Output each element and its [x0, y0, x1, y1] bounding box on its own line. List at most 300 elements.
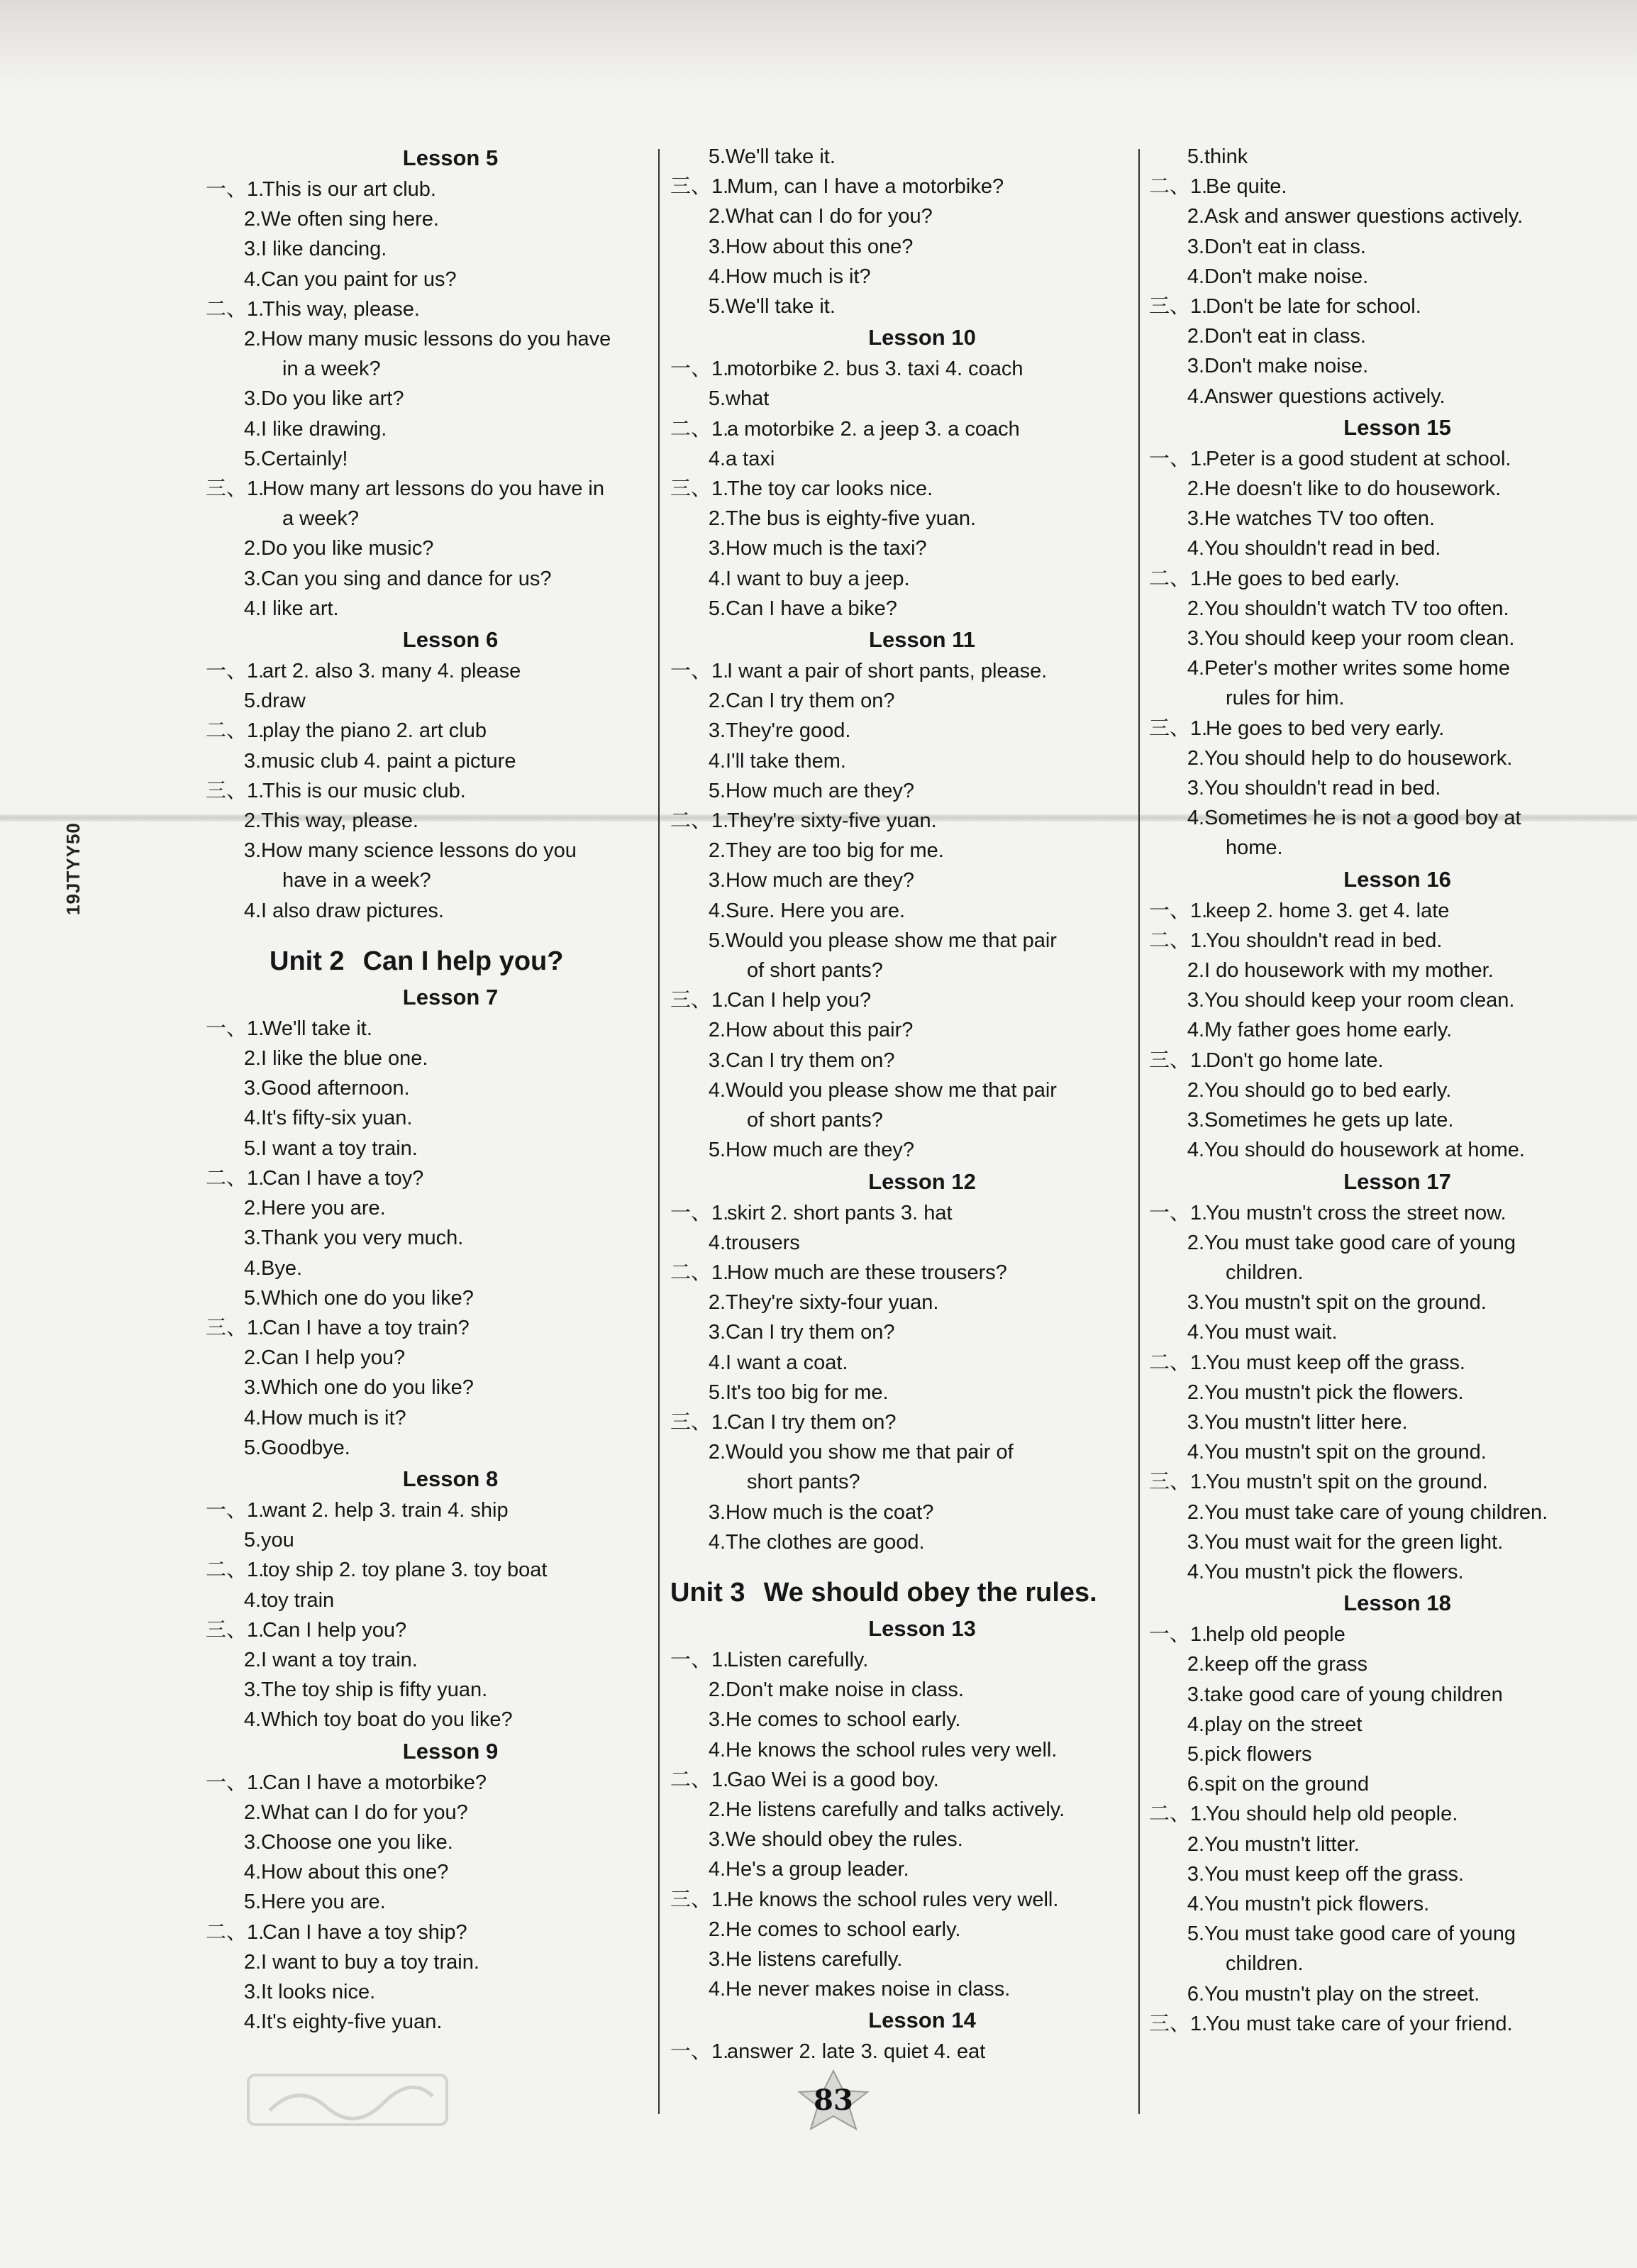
answer-text: Choose one you like.: [261, 1830, 453, 1854]
answer-item: [1149, 773, 1603, 803]
answer-text: It's eighty-five yuan.: [261, 2010, 443, 2034]
section-first-answer: [206, 776, 653, 806]
answer-text: in a week?: [282, 358, 381, 381]
section-first-answer: [670, 1198, 1131, 1228]
answer-number: 3.: [243, 567, 261, 590]
unit-title: Can I help you?: [362, 946, 564, 976]
answer-text: Mum, can I have a motorbike?: [727, 175, 1004, 199]
answer-text: Sometimes he is not a good boy at: [1204, 807, 1521, 830]
section-first-answer: [206, 1313, 653, 1343]
answer-text: I want a toy train.: [261, 1136, 418, 1160]
answer-item: [1149, 1889, 1603, 1919]
answer-number: 二、1.: [1149, 1351, 1208, 1374]
answer-text: You must take care of your friend.: [1206, 2012, 1513, 2035]
answer-number: 3.: [1187, 507, 1204, 531]
answer-text: Can I have a motorbike?: [262, 1771, 487, 1794]
answer-item: [206, 1857, 653, 1887]
answer-item: [206, 1977, 653, 2007]
answer-text: How much is it?: [261, 1406, 406, 1429]
answer-text: They're sixty-four yuan.: [726, 1291, 939, 1315]
answer-text: skirt 2. short pants 3. hat: [727, 1201, 953, 1224]
answer-column-2: [670, 142, 1131, 2115]
answer-text: This way, please.: [262, 297, 420, 321]
answer-text: Can I help you?: [261, 1346, 406, 1370]
answer-item: [206, 1073, 653, 1103]
answer-item: [670, 1075, 1131, 1105]
answer-number: 2.: [1187, 746, 1204, 770]
answer-item: [206, 1193, 653, 1223]
answer-text: It's too big for me.: [726, 1381, 889, 1404]
answer-item: [670, 776, 1131, 806]
answer-text: He doesn't like to do housework.: [1204, 477, 1502, 501]
answer-text: You must take good care of young: [1204, 1231, 1516, 1254]
lesson-heading: Lesson 9: [402, 1738, 499, 1764]
answer-number: 5.: [1187, 1923, 1204, 1946]
answer-item: [1149, 1317, 1603, 1347]
lesson-heading: Lesson 7: [402, 984, 499, 1009]
answer-number: 5.: [243, 1891, 261, 1914]
answer-number: 2.: [243, 208, 261, 231]
watermark-stamp: [234, 2068, 461, 2132]
answer-item: [206, 324, 653, 354]
answer-text: You mustn't spit on the ground.: [1206, 1471, 1488, 1494]
answer-text: You should help to do housework.: [1204, 746, 1513, 770]
answer-text: It's fifty-six yuan.: [261, 1107, 413, 1130]
answer-item: [1149, 1979, 1603, 2009]
scan-top-shadow: [0, 0, 1637, 85]
answer-number: 3.: [1187, 777, 1204, 800]
answer-number: 三、1.: [1149, 717, 1208, 740]
answer-continuation: [206, 865, 653, 895]
answer-number: 三、1.: [1149, 1471, 1208, 1494]
answer-number: 3.: [708, 719, 726, 743]
answer-text: The toy ship is fifty yuan.: [261, 1678, 488, 1702]
answer-text: You mustn't litter.: [1204, 1832, 1360, 1856]
answer-text: You must wait.: [1204, 1321, 1338, 1344]
section-first-answer: [206, 1555, 653, 1585]
answer-number: 3.: [243, 387, 261, 411]
side-code: 19JTYY50: [62, 822, 84, 915]
answer-text: He knows the school rules very well.: [726, 1738, 1058, 1761]
answer-item: [670, 686, 1131, 716]
answer-number: 3.: [243, 1678, 261, 1702]
answer-text: How many art lessons do you have in: [262, 477, 604, 501]
answer-number: 二、1.: [206, 719, 265, 743]
answer-number: 一、1.: [1149, 1201, 1208, 1224]
answer-text: a week?: [282, 507, 360, 531]
answer-item: [670, 384, 1131, 414]
lesson-heading: Lesson 17: [1343, 1168, 1451, 1194]
answer-item: [670, 716, 1131, 746]
answer-item: [206, 1525, 653, 1555]
answer-text: Be quite.: [1206, 175, 1287, 199]
answer-text: I like the blue one.: [261, 1047, 428, 1071]
answer-number: 4.: [243, 1256, 261, 1280]
answer-item: [670, 926, 1131, 956]
answer-text: I like art.: [261, 597, 339, 620]
answer-number: 3.: [243, 839, 261, 863]
answer-item: [206, 1223, 653, 1253]
answer-number: 一、1.: [670, 1201, 729, 1224]
answer-text: We'll take it.: [726, 295, 836, 319]
answer-number: 3.: [1187, 235, 1204, 258]
answer-number: 2.: [243, 537, 261, 560]
answer-item: [670, 1288, 1131, 1317]
answer-number: 3.: [243, 1227, 261, 1250]
section-first-answer: [1149, 714, 1603, 743]
answer-number: 3.: [708, 1321, 726, 1344]
section-first-answer: [670, 1885, 1131, 1915]
answer-text: It looks nice.: [261, 1980, 376, 2003]
answer-item: [1149, 1739, 1603, 1769]
answer-item: [206, 204, 653, 234]
unit-number: Unit 3: [670, 1577, 745, 1608]
section-first-answer: [1149, 2009, 1603, 2039]
answer-number: 3.: [708, 1947, 726, 1971]
answer-text: Good afternoon.: [261, 1077, 410, 1100]
answer-number: 3.: [1187, 1683, 1204, 1706]
answer-number: 2.: [1187, 1381, 1204, 1404]
answer-text: spit on the ground: [1204, 1773, 1370, 1796]
answer-number: 6.: [1187, 1982, 1204, 2006]
answer-number: 三、1.: [206, 477, 265, 501]
answer-text: Don't go home late.: [1206, 1049, 1384, 1072]
section-first-answer: [1149, 444, 1603, 474]
answer-text: I'll take them.: [726, 749, 846, 773]
answer-number: 4.: [708, 1978, 726, 2001]
section-first-answer: [206, 1918, 653, 1947]
answer-number: 三、1.: [670, 1410, 729, 1434]
answer-text: Sometimes he gets up late.: [1204, 1109, 1454, 1132]
section-first-answer: [1149, 1046, 1603, 1075]
answer-item: [1149, 1015, 1603, 1045]
answer-number: 3.: [708, 1828, 726, 1852]
answer-number: 3.: [1187, 1109, 1204, 1132]
answer-number: 4.: [243, 2010, 261, 2034]
answer-text: How many music lessons do you have: [261, 328, 611, 351]
answer-text: Certainly!: [261, 447, 348, 470]
answer-number: 4.: [1187, 807, 1204, 830]
answer-text: take good care of young children: [1204, 1683, 1503, 1706]
answer-text: He comes to school early.: [726, 1708, 961, 1732]
answer-text: He goes to bed very early.: [1206, 717, 1445, 740]
answer-number: 3.: [1187, 1530, 1204, 1554]
answer-number: 4.: [243, 267, 261, 291]
answer-text: He never makes noise in class.: [726, 1978, 1011, 2001]
answer-text: Would you please show me that pair: [726, 1078, 1057, 1102]
answer-column-1: [206, 142, 653, 2115]
section-first-answer: [670, 474, 1131, 504]
section-first-answer: [1149, 896, 1603, 926]
answer-text: How much is the taxi?: [726, 537, 927, 560]
answer-number: 4.: [243, 1588, 261, 1612]
answer-item: [670, 1378, 1131, 1407]
answer-text: Which one do you like?: [261, 1376, 474, 1400]
answer-item: [1149, 1769, 1603, 1799]
answer-text: How much is the coat?: [726, 1500, 934, 1524]
answer-number: 5.: [1187, 145, 1204, 168]
section-first-answer: [206, 656, 653, 686]
answer-number: 4.: [243, 1861, 261, 1884]
answer-text: Listen carefully.: [727, 1648, 869, 1671]
answer-number: 三、1.: [206, 1316, 265, 1339]
answer-item: [206, 265, 653, 294]
answer-text: You should keep your room clean.: [1204, 989, 1515, 1012]
answer-item: [1149, 1105, 1603, 1135]
answer-item: [206, 1134, 653, 1163]
answer-text: Don't make noise.: [1204, 265, 1369, 288]
unit-heading: [206, 941, 653, 981]
answer-text: motorbike 2. bus 3. taxi 4. coach: [727, 358, 1023, 381]
answer-text: trousers: [726, 1231, 800, 1254]
answer-number: 4.: [243, 1406, 261, 1429]
answer-text: Can I help you?: [727, 989, 872, 1012]
answer-text: We'll take it.: [726, 145, 836, 168]
answer-text: We should obey the rules.: [726, 1828, 963, 1852]
answer-text: The toy car looks nice.: [727, 477, 933, 501]
answer-item: [670, 533, 1131, 563]
answer-continuation: [1149, 833, 1603, 863]
answer-number: 4.: [708, 265, 726, 288]
answer-number: 二、1.: [670, 1261, 729, 1284]
answer-text: You must keep off the grass.: [1206, 1351, 1465, 1374]
answer-item: [670, 1348, 1131, 1378]
answer-number: 3.: [1187, 1862, 1204, 1886]
answer-number: 2.: [708, 1918, 726, 1941]
answer-text: play on the street: [1204, 1713, 1363, 1736]
answer-number: 3.: [708, 869, 726, 892]
answer-number: 5.: [708, 295, 726, 319]
answer-text: I want a toy train.: [261, 1648, 418, 1671]
answer-number: 2.: [243, 1648, 261, 1671]
answer-number: 一、1.: [670, 1648, 729, 1671]
section-first-answer: [670, 414, 1131, 444]
answer-item: [206, 1254, 653, 1283]
answer-text: help old people: [1206, 1623, 1345, 1647]
answer-item: [670, 1046, 1131, 1075]
answer-number: 4.: [708, 1231, 726, 1254]
answer-item: [206, 1343, 653, 1373]
answer-item: [670, 1945, 1131, 1974]
answer-text: You should keep your room clean.: [1204, 627, 1515, 651]
answer-number: 5.: [243, 1136, 261, 1160]
column-divider: [1138, 149, 1140, 2114]
answer-number: 4.: [1187, 1321, 1204, 1344]
answer-item: [1149, 382, 1603, 411]
answer-item: [206, 1798, 653, 1827]
answer-text: draw: [261, 690, 306, 713]
answer-number: 3.: [243, 1077, 261, 1100]
answer-number: 4.: [708, 567, 726, 590]
answer-number: 2.: [243, 1047, 261, 1071]
answer-text: How about this one?: [726, 235, 914, 258]
answer-number: 2.: [708, 205, 726, 228]
answer-text: Do you like art?: [261, 387, 404, 411]
answer-number: 二、1.: [1149, 175, 1208, 199]
answer-number: 4.: [1187, 657, 1204, 680]
answer-text: You mustn't pick flowers.: [1204, 1892, 1430, 1915]
answer-item: [670, 865, 1131, 895]
answer-item: [670, 142, 1131, 172]
answer-item: [1149, 201, 1603, 231]
answer-number: 二、1.: [206, 297, 265, 321]
answer-text: Can I try them on?: [726, 1049, 895, 1072]
answer-number: 4.: [708, 447, 726, 470]
answer-number: 一、1.: [670, 660, 729, 683]
answer-item: [1149, 1919, 1603, 1949]
answer-item: [1149, 1649, 1603, 1679]
lesson-heading: Lesson 6: [402, 627, 499, 653]
answer-number: 2.: [708, 1291, 726, 1315]
section-first-answer: [670, 656, 1131, 686]
section-first-answer: [1149, 292, 1603, 321]
answer-continuation: [1149, 1949, 1603, 1979]
section-first-answer: [670, 2037, 1131, 2067]
answer-item: [206, 1887, 653, 1917]
answer-text: of short pants?: [747, 1109, 883, 1132]
section-first-answer: [1149, 172, 1603, 201]
answer-item: [1149, 1378, 1603, 1407]
lesson-heading: Lesson 11: [869, 627, 975, 653]
answer-number: 4.: [1187, 1139, 1204, 1162]
answer-number: 3.: [243, 1830, 261, 1854]
answer-item: [670, 1527, 1131, 1557]
answer-item: [670, 564, 1131, 594]
unit-number: Unit 2: [270, 946, 345, 976]
answer-item: [1149, 594, 1603, 624]
answer-item: [1149, 956, 1603, 985]
section-first-answer: [206, 1615, 653, 1645]
answer-text: have in a week?: [282, 869, 431, 892]
answer-item: [1149, 624, 1603, 653]
answer-number: 4.: [243, 1708, 261, 1732]
answer-item: [206, 1103, 653, 1133]
answer-number: 4.: [708, 899, 726, 922]
answer-number: 2.: [1187, 477, 1204, 501]
answer-text: Would you show me that pair of: [726, 1441, 1014, 1464]
answer-continuation: [1149, 1258, 1603, 1288]
answer-item: [670, 1854, 1131, 1884]
answer-number: 4.: [1187, 1441, 1204, 1464]
answer-number: 4.: [708, 1078, 726, 1102]
answer-text: You mustn't litter here.: [1204, 1410, 1408, 1434]
answer-text: Do you like music?: [261, 537, 434, 560]
answer-number: 2.: [708, 1019, 726, 1042]
answer-item: [1149, 653, 1603, 683]
answer-text: pick flowers: [1204, 1742, 1312, 1766]
answer-number: 5.: [243, 447, 261, 470]
answer-text: How much are these trousers?: [727, 1261, 1007, 1284]
answer-item: [1149, 321, 1603, 351]
answer-text: Don't be late for school.: [1206, 295, 1421, 319]
answer-item: [206, 533, 653, 563]
answer-text: children.: [1226, 1952, 1304, 1976]
answer-item: [1149, 1437, 1603, 1467]
answer-text: The clothes are good.: [726, 1530, 925, 1554]
answer-number: 一、1.: [1149, 447, 1208, 470]
answer-item: [670, 1675, 1131, 1705]
answer-item: [1149, 1228, 1603, 1258]
answer-number: 4.: [243, 417, 261, 441]
answer-text: How much are they?: [726, 779, 914, 802]
answer-item: [206, 1827, 653, 1857]
answer-number: 三、1.: [206, 1618, 265, 1642]
answer-continuation: [206, 354, 653, 384]
answer-number: 二、1.: [206, 1559, 265, 1582]
answer-text: What can I do for you?: [726, 205, 933, 228]
answer-number: 5.: [708, 597, 726, 620]
answer-text: Can I try them on?: [726, 690, 895, 713]
answer-number: 4.: [1187, 1713, 1204, 1736]
answer-item: [206, 2007, 653, 2037]
answer-number: 2.: [1187, 959, 1204, 983]
answer-number: 4.: [1187, 1892, 1204, 1915]
answer-item: [1149, 1135, 1603, 1165]
answer-number: 2.: [1187, 1231, 1204, 1254]
answer-continuation: [670, 956, 1131, 985]
answer-number: 二、1.: [206, 1166, 265, 1190]
answer-text: You mustn't spit on the ground.: [1204, 1441, 1487, 1464]
lesson-heading: Lesson 14: [868, 2008, 976, 2033]
answer-item: [206, 384, 653, 414]
answer-text: He goes to bed early.: [1206, 567, 1400, 590]
section-first-answer: [670, 985, 1131, 1015]
answer-item: [670, 1825, 1131, 1854]
answer-number: 4.: [1187, 265, 1204, 288]
answer-text: You should go to bed early.: [1204, 1078, 1452, 1102]
section-first-answer: [670, 806, 1131, 836]
answer-text: of short pants?: [747, 959, 883, 983]
answer-text: music club 4. paint a picture: [261, 749, 516, 773]
answer-text: How many science lessons do you: [261, 839, 577, 863]
answer-item: [1149, 142, 1603, 172]
answer-item: [670, 1735, 1131, 1765]
answer-number: 3.: [243, 749, 261, 773]
answer-text: keep off the grass: [1204, 1653, 1368, 1676]
answer-number: 4.: [1187, 385, 1204, 408]
answer-item: [1149, 1557, 1603, 1587]
answer-number: 三、1.: [670, 1888, 729, 1911]
answer-text: Can I try them on?: [727, 1410, 897, 1434]
answer-item: [206, 444, 653, 474]
answer-text: Which one do you like?: [261, 1286, 474, 1310]
answer-number: 三、1.: [1149, 1049, 1208, 1072]
answer-text: You mustn't pick the flowers.: [1204, 1560, 1464, 1583]
answer-text: You shouldn't watch TV too often.: [1204, 597, 1509, 620]
answer-number: 5.: [243, 690, 261, 713]
answer-text: He listens carefully.: [726, 1947, 903, 1971]
answer-item: [206, 594, 653, 624]
answer-number: 2.: [1187, 325, 1204, 348]
answer-number: 三、1.: [1149, 295, 1208, 319]
answer-number: 一、1.: [1149, 1623, 1208, 1647]
section-first-answer: [1149, 926, 1603, 956]
answer-continuation: [206, 504, 653, 533]
answer-item: [206, 1044, 653, 1073]
section-first-answer: [206, 1768, 653, 1798]
answer-text: rules for him.: [1226, 687, 1345, 710]
answer-number: 二、1.: [1149, 1803, 1208, 1826]
answer-item: [670, 594, 1131, 624]
answer-text: They're good.: [726, 719, 851, 743]
answer-text: Don't make noise.: [1204, 355, 1369, 378]
answer-text: You mustn't play on the street.: [1204, 1982, 1480, 2006]
answer-number: 4.: [1187, 1019, 1204, 1042]
answer-text: I want a coat.: [726, 1351, 848, 1374]
lesson-heading: Lesson 8: [402, 1466, 499, 1491]
section-first-answer: [1149, 1198, 1603, 1228]
answer-item: [206, 836, 653, 865]
